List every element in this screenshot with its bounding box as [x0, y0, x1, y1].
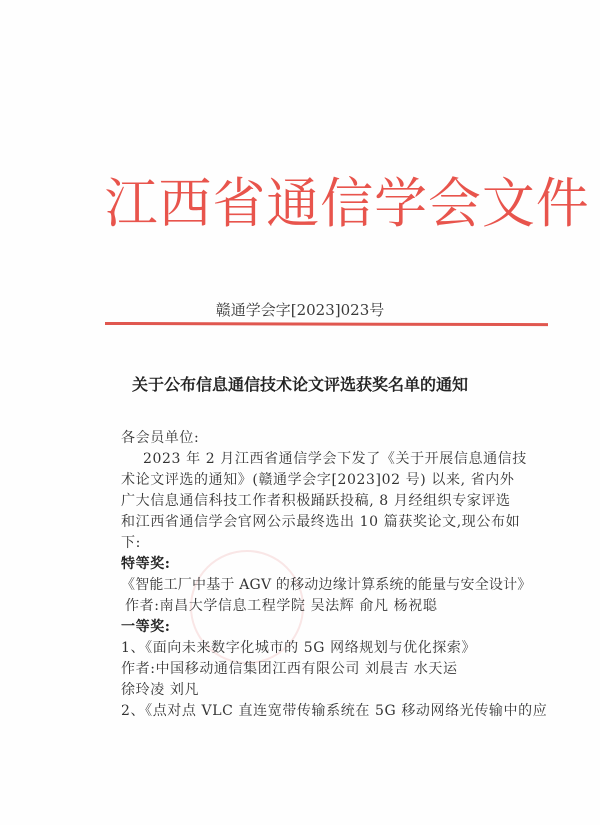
document-body	[121, 428, 561, 722]
notice-title: 关于公布信息通信技术论文评选获奖名单的通知	[131, 375, 468, 394]
grand-prize-heading: 特等奖:	[121, 556, 171, 572]
intro-line: 术论文评选的通知》(赣通学会字[2023]02 号) 以来, 省内外	[121, 472, 515, 488]
first-prize-heading: 一等奖:	[121, 619, 171, 635]
first-prize-authors-continued: 徐玲凌 刘凡	[121, 682, 200, 698]
salutation: 各会员单位:	[121, 430, 200, 446]
intro-line: 2023 年 2 月江西省通信学会下发了《关于开展信息通信技	[143, 451, 527, 467]
first-prize-paper-title: 2、《点对点 VLC 直连宽带传输系统在 5G 移动网络光传输中的应	[121, 703, 548, 719]
intro-line: 广大信息通信科技工作者积极踊跃投稿, 8 月经组织专家评选	[121, 493, 511, 509]
intro-line: 下:	[121, 535, 141, 551]
grand-prize-authors: 作者:南昌大学信息工程学院 吴法辉 俞凡 杨祝聪	[125, 598, 438, 614]
red-divider-rule	[105, 322, 548, 326]
intro-line: 和江西省通信学会官网公示最终选出 10 篇获奖论文,现公布如	[121, 514, 521, 530]
first-prize-authors: 作者:中国移动通信集团江西有限公司 刘晨吉 水天运	[121, 661, 458, 677]
first-prize-paper-title: 1、《面向未来数字化城市的 5G 网络规划与优化探索》	[121, 640, 477, 656]
document-header-title: 江西省通信学会文件	[104, 172, 590, 235]
document-number: 赣通学会字[2023]023号	[215, 301, 385, 319]
grand-prize-paper-title: 《智能工厂中基于 AGV 的移动边缘计算系统的能量与安全设计》	[121, 577, 532, 593]
